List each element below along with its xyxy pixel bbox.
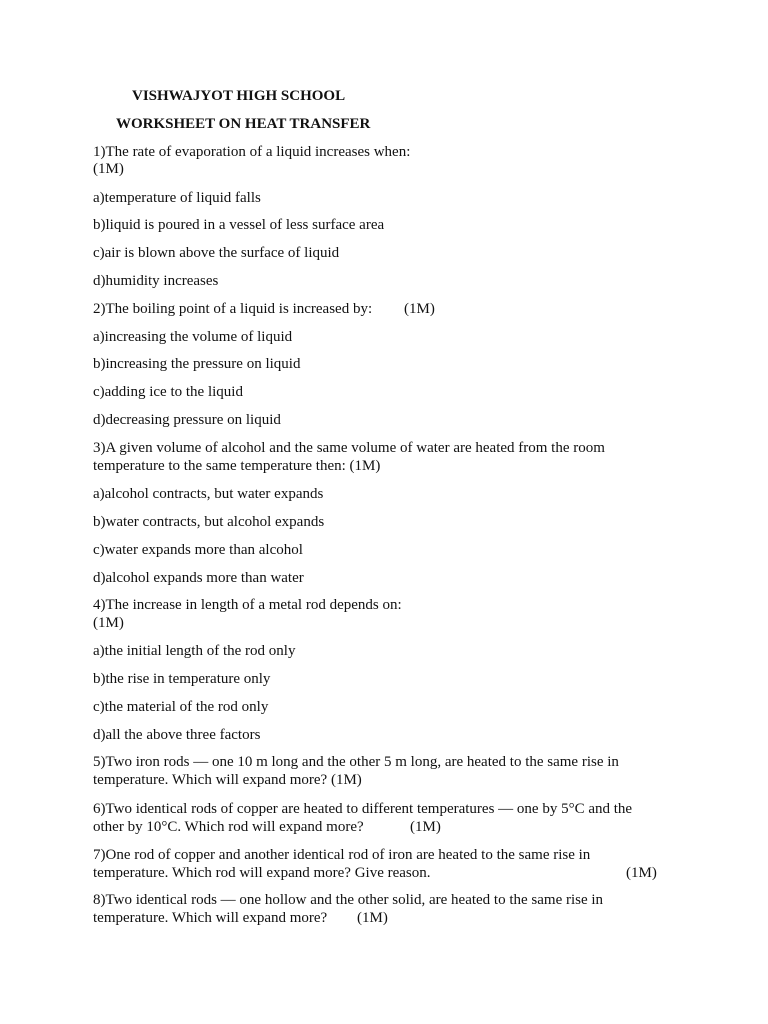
question-2-option-a: a)increasing the volume of liquid: [93, 329, 293, 345]
question-1-option-a: a)temperature of liquid falls: [93, 190, 261, 206]
question-3-option-d: d)alcohol expands more than water: [93, 570, 304, 586]
question-3-option-c: c)water expands more than alcohol: [93, 542, 303, 558]
question-3-text-line2: temperature to the same temperature then: (1M): [93, 458, 381, 474]
question-4-option-c: c)the material of the rod only: [93, 699, 269, 715]
question-5-text-line1: 5)Two iron rods — one 10 m long and the other 5 m long, are heated to the same rise in: [93, 754, 619, 770]
question-3-option-b: b)water contracts, but alcohol expands: [93, 514, 325, 530]
question-4-option-a: a)the initial length of the rod only: [93, 643, 296, 659]
question-4-text: 4)The increase in length of a metal rod depends on:: [93, 597, 402, 613]
worksheet-title: WORKSHEET ON HEAT TRANSFER: [116, 116, 371, 132]
question-3-option-a: a)alcohol contracts, but water expands: [93, 486, 324, 502]
question-7-text-line1: 7)One rod of copper and another identical rod of iron are heated to the same rise in: [93, 847, 591, 863]
question-5-text-line2: temperature. Which will expand more? (1M): [93, 772, 362, 788]
question-1-text: 1)The rate of evaporation of a liquid increases when:: [93, 144, 411, 160]
question-6-text-line1: 6)Two identical rods of copper are heated to different temperatures — one by 5°C and the: [93, 801, 633, 817]
question-2-option-b: b)increasing the pressure on liquid: [93, 356, 301, 372]
question-4-option-b: b)the rise in temperature only: [93, 671, 271, 687]
question-1-marks: (1M): [93, 161, 124, 177]
question-3-text-line1: 3)A given volume of alcohol and the same volume of water are heated from the room: [93, 440, 605, 456]
question-2-option-c: c)adding ice to the liquid: [93, 384, 243, 400]
school-name: VISHWAJYOT HIGH SCHOOL: [132, 88, 346, 104]
question-6-text-line2: other by 10°C. Which rod will expand more?: [93, 819, 364, 835]
question-4-option-d: d)all the above three factors: [93, 727, 261, 743]
question-1-option-c: c)air is blown above the surface of liquid: [93, 245, 340, 261]
question-2-text: 2)The boiling point of a liquid is increased by:: [93, 301, 373, 317]
question-2-option-d: d)decreasing pressure on liquid: [93, 412, 281, 428]
question-8-text-line1: 8)Two identical rods — one hollow and the other solid, are heated to the same rise in: [93, 892, 604, 908]
question-2-marks: (1M): [404, 301, 435, 317]
question-7-text-line2: temperature. Which rod will expand more? Give reason.: [93, 865, 431, 881]
question-6-marks: (1M): [410, 819, 441, 835]
question-7-marks: (1M): [626, 865, 657, 881]
question-8-marks: (1M): [357, 910, 388, 926]
question-1-option-b: b)liquid is poured in a vessel of less surface area: [93, 217, 385, 233]
question-8-text-line2: temperature. Which will expand more?: [93, 910, 328, 926]
question-1-option-d: d)humidity increases: [93, 273, 219, 289]
question-4-marks: (1M): [93, 615, 124, 631]
